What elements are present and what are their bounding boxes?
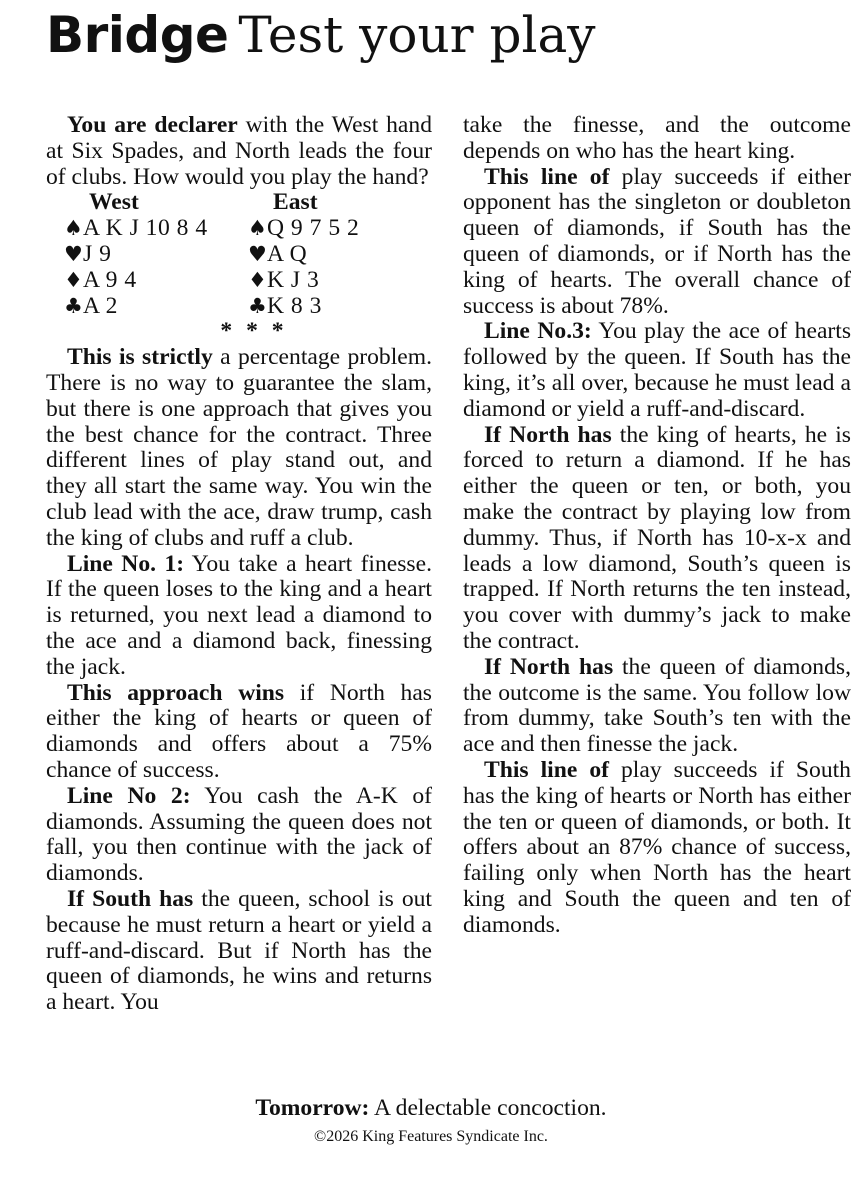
paragraph-text: the queen of diamonds, the outcome is the same. You follow low from dummy, take South’s ten with the ace and then finesse the jack. [463, 653, 851, 758]
west-spades-cards: A K J 10 8 4 [83, 215, 208, 242]
paragraph-lead: This line of [484, 163, 610, 190]
title-subtitle: Test your play [238, 6, 596, 64]
paragraph-text: the queen, school is out because he must return a heart or yield a ruff-and-discard. But if North has the queen of diamonds, he wins and returns a heart. You [46, 885, 432, 1016]
paragraph-text: play succeeds if either opponent has the singleton or doubleton queen of diamonds, if South has the queen of diamonds, or if North has the king of hearts. The overall chance of success is about 78%. [463, 163, 851, 319]
hand-diagram [46, 190, 432, 319]
paragraph-text: You play the ace of hearts followed by the queen. If South has the king, it’s all over, because he must lead a diamond or yield a ruff-and-discard. [463, 318, 852, 422]
tomorrow-lead: Tomorrow: [255, 1095, 370, 1121]
east-spades-cards: Q 9 7 5 2 [267, 215, 360, 242]
east-clubs-cards: K 8 3 [267, 292, 322, 319]
spade-icon: ♠ [64, 216, 84, 241]
body-paragraph [463, 319, 851, 422]
west-clubs [64, 294, 248, 320]
east-hand [248, 190, 432, 319]
east-label: East [273, 189, 318, 216]
body-paragraph [463, 758, 851, 939]
spade-icon: ♠ [248, 216, 268, 241]
intro-paragraph [46, 113, 432, 190]
copyright-notice: ©2026 King Features Syndicate Inc. [314, 1128, 548, 1145]
article-column-right [463, 113, 851, 939]
paragraph-lead: If North has [484, 653, 614, 680]
body-paragraph [46, 887, 432, 1016]
continued-paragraph: take the finesse, and the outcome depends on who has the heart king. [463, 112, 851, 164]
article-column-left [46, 113, 432, 1016]
tomorrow-text: A delectable concoction. [369, 1095, 607, 1121]
west-clubs-cards: A 2 [83, 292, 118, 319]
west-diamonds-cards: A 9 4 [83, 266, 137, 293]
paragraph-lead: Line No 2: [67, 782, 191, 809]
intro-lead: You are declarer [67, 112, 238, 138]
west-diamonds [64, 268, 248, 294]
diamond-icon: ♦ [248, 267, 268, 292]
column-title [46, 6, 596, 64]
paragraph-text: if North has either the king of hearts or queen of diamonds and offers about a 75% chance of success. [46, 679, 432, 783]
east-diamonds-cards: K J 3 [267, 266, 320, 293]
paragraph-text: the king of hearts, he is forced to return a diamond. If he has either the queen or ten, or both, you make the contract by playing low from dummy. Thus, if North has 10-x-x and leads a low diamond, South’s queen is trapped. If North returns the ten instead, you cover with dummy’s jack to make the contract. [463, 421, 851, 654]
paragraph-text: You take a heart finesse. If the queen loses to the king and a heart is returned, you next lead a diamond to the ace and a diamond back, finessing the jack. [46, 550, 432, 680]
body-paragraph [46, 345, 432, 551]
paragraph-text: a percentage problem. There is no way to guarantee the slam, but there is one approach that gives you the best chance for the contract. Three different lines of play stand out, and they all start the same way. You win the club lead with the ace, draw trump, cash the king of clubs and ruff a club. [46, 344, 432, 551]
body-paragraph [463, 423, 851, 655]
body-paragraph [463, 165, 851, 320]
east-hearts [248, 242, 432, 268]
body-paragraph [46, 784, 432, 887]
body-paragraph [46, 681, 432, 784]
east-clubs [248, 294, 432, 320]
east-spades [248, 216, 432, 242]
club-icon: ♣ [64, 293, 84, 318]
east-hearts-cards: A Q [267, 240, 308, 267]
club-icon: ♣ [248, 293, 268, 318]
east-diamonds [248, 268, 432, 294]
separator: * * * [220, 318, 288, 345]
paragraph-text: play succeeds if South has the king of hearts or North has either the ten or queen of diamonds, or both. It offers about an 87% chance of success, failing only when North has the heart king and South the queen and ten of diamonds. [463, 756, 851, 938]
paragraph-lead: Line No. 1: [67, 550, 185, 577]
paragraph-lead: This is strictly [67, 344, 213, 371]
tomorrow-teaser [0, 1095, 862, 1122]
intro-text: with the West hand at Six Spades, and North leads the four of clubs. How would you play the hand? [46, 112, 432, 190]
west-hearts [64, 242, 248, 268]
paragraph-lead: This line of [484, 756, 609, 783]
title-bridge: Bridge [46, 6, 229, 64]
paragraph-lead: This approach wins [67, 679, 285, 706]
heart-icon: ♥ [248, 241, 268, 266]
paragraph-lead: If North has [484, 421, 612, 448]
body-paragraph [46, 552, 432, 681]
west-hand [46, 190, 248, 319]
west-label: West [89, 189, 139, 216]
west-spades [64, 216, 248, 242]
diamond-icon: ♦ [64, 267, 84, 292]
paragraph-text: You cash the A-K of diamonds. Assuming the queen does not fall, you then continue with the jack of diamonds. [46, 782, 433, 887]
paragraph-lead: If South has [67, 885, 194, 912]
body-paragraph [463, 655, 851, 758]
west-hearts-cards: J 9 [83, 240, 112, 267]
paragraph-lead: Line No.3: [484, 318, 592, 345]
heart-icon: ♥ [64, 241, 84, 266]
